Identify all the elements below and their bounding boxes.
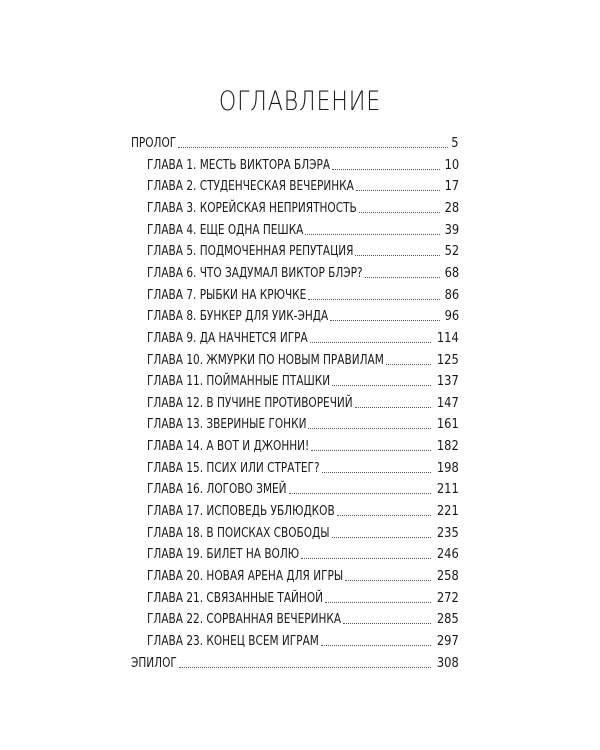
- page-title: ОГЛАВЛЕНИЕ: [218, 86, 382, 117]
- toc-page-number: 52: [444, 243, 459, 260]
- toc-page-number: 182: [437, 438, 459, 455]
- dot-leader: [332, 169, 440, 170]
- toc-page-number: 258: [437, 568, 459, 584]
- dot-leader: [332, 385, 431, 386]
- dot-leader: [305, 234, 439, 235]
- toc-entry-label: ГЛАВА 19. БИЛЕТ НА ВОЛЮ: [147, 546, 300, 563]
- toc-page-number: 285: [437, 611, 459, 628]
- toc-chapter-entry: [147, 218, 459, 238]
- toc-chapter-entry: [147, 412, 459, 432]
- dot-leader: [355, 255, 439, 256]
- toc-entry-label: ГЛАВА 8. БУНКЕР ДЛЯ УИК-ЭНДА: [147, 308, 329, 325]
- dot-leader: [386, 364, 431, 365]
- toc-entry-label: ГЛАВА 9. ДА НАЧНЕТСЯ ИГРА: [147, 329, 308, 346]
- toc-entry-label: ГЛАВА 1. МЕСТЬ ВИКТОРА БЛЭРА: [147, 156, 331, 173]
- toc-chapter-entry: [147, 564, 459, 584]
- dot-leader: [308, 299, 440, 300]
- toc-page-number: 96: [444, 308, 459, 325]
- toc-page-number: 198: [437, 459, 459, 476]
- toc-entry-label: ГЛАВА 18. В ПОИСКАХ СВОБОДЫ: [147, 524, 330, 541]
- toc-entry-label: ГЛАВА 21. СВЯЗАННЫЕ ТАЙНОЙ: [147, 589, 323, 606]
- toc-page-number: 161: [437, 416, 459, 433]
- toc-chapter-entry: [147, 304, 459, 324]
- toc-page-number: 28: [444, 199, 459, 216]
- toc-entry-label: ГЛАВА 20. НОВАЯ АРЕНА ДЛЯ ИГРЫ: [147, 568, 344, 584]
- toc-chapter-entry: [147, 196, 459, 216]
- dot-leader: [179, 667, 431, 668]
- dot-leader: [356, 190, 440, 191]
- dot-leader: [308, 428, 431, 429]
- toc-entry-label: ГЛАВА 13. ЗВЕРИНЫЕ ГОНКИ: [147, 416, 307, 433]
- toc-entry-label: ГЛАВА 6. ЧТО ЗАДУМАЛ ВИКТОР БЛЭР?: [147, 264, 363, 281]
- toc-entry-label: ГЛАВА 23. КОНЕЦ ВСЕМ ИГРАМ: [147, 632, 319, 649]
- dot-leader: [321, 645, 431, 646]
- toc-page-number: 125: [437, 351, 459, 368]
- toc-entry-label: ГЛАВА 11. ПОЙМАННЫЕ ПТАШКИ: [147, 373, 331, 390]
- toc-section-entry: [131, 131, 459, 151]
- dot-leader: [325, 602, 431, 603]
- toc-chapter-entry: [147, 434, 459, 454]
- dot-leader: [301, 558, 431, 559]
- toc-chapter-entry: [147, 283, 459, 303]
- toc-page-number: 147: [437, 394, 459, 411]
- toc-page-number: 137: [437, 373, 459, 390]
- toc-entry-label: ГЛАВА 3. КОРЕЙСКАЯ НЕПРИЯТНОСТЬ: [147, 199, 357, 216]
- dot-leader: [330, 320, 440, 321]
- toc-page-number: 68: [444, 264, 459, 281]
- toc-section-entry: [131, 651, 459, 671]
- dot-leader: [343, 623, 431, 624]
- toc-page-number: 235: [437, 524, 459, 541]
- toc-entry-label: ГЛАВА 10. ЖМУРКИ ПО НОВЫМ ПРАВИЛАМ: [147, 351, 384, 368]
- toc-entry-label: ГЛАВА 7. РЫБКИ НА КРЮЧКЕ: [147, 286, 307, 303]
- toc-entry-label: ГЛАВА 4. ЕЩЕ ОДНА ПЕШКА: [147, 221, 304, 238]
- dot-leader: [345, 580, 431, 581]
- dot-leader: [359, 212, 440, 213]
- toc-entry-label: ГЛАВА 16. ЛОГОВО ЗМЕЙ: [147, 481, 287, 498]
- toc-chapter-entry: [147, 326, 459, 346]
- toc-page-number: 272: [437, 589, 459, 606]
- toc-chapter-entry: [147, 456, 459, 476]
- toc-chapter-entry: [147, 174, 459, 194]
- toc-page-number: 5: [451, 135, 459, 151]
- toc-chapter-entry: [147, 629, 459, 649]
- toc-page-number: 221: [437, 503, 459, 520]
- toc-chapter-entry: [147, 499, 459, 519]
- toc-chapter-entry: [147, 391, 459, 411]
- dot-leader: [178, 147, 448, 148]
- toc-entry-label: ЭПИЛОГ: [131, 654, 177, 671]
- toc-chapter-entry: [147, 542, 459, 562]
- toc-page-number: 308: [437, 654, 459, 671]
- dot-leader: [355, 407, 432, 408]
- toc-entry-label: ПРОЛОГ: [131, 135, 177, 151]
- toc-chapter-entry: [147, 607, 459, 627]
- toc-page-number: 10: [444, 156, 459, 173]
- toc-entry-label: ГЛАВА 2. СТУДЕНЧЕСКАЯ ВЕЧЕРИНКА: [147, 178, 354, 195]
- toc-page-number: 246: [437, 546, 459, 563]
- dot-leader: [322, 472, 432, 473]
- toc-page-number: 86: [444, 286, 459, 303]
- toc-chapter-entry: [147, 521, 459, 541]
- toc-chapter-entry: [147, 477, 459, 497]
- toc-chapter-entry: [147, 239, 459, 259]
- toc-entry-label: ГЛАВА 22. СОРВАННАЯ ВЕЧЕРИНКА: [147, 611, 342, 628]
- toc-page-number: 211: [437, 481, 459, 498]
- toc-chapter-entry: [147, 348, 459, 368]
- toc-page-number: 297: [437, 632, 459, 649]
- toc-entry-label: ГЛАВА 12. В ПУЧИНЕ ПРОТИВОРЕЧИЙ: [147, 394, 353, 411]
- toc-chapter-entry: [147, 369, 459, 389]
- dot-leader: [310, 342, 432, 343]
- toc-chapter-entry: [147, 586, 459, 606]
- dot-leader: [332, 537, 432, 538]
- toc-page-number: 39: [444, 221, 459, 238]
- dot-leader: [289, 493, 432, 494]
- toc-entry-label: ГЛАВА 17. ИСПОВЕДЬ УБЛЮДКОВ: [147, 503, 335, 520]
- toc-entry-label: ГЛАВА 5. ПОДМОЧЕННАЯ РЕПУТАЦИЯ: [147, 243, 354, 260]
- toc-entry-label: ГЛАВА 14. А ВОТ И ДЖОННИ!: [147, 438, 310, 455]
- toc-page-number: 17: [444, 178, 459, 195]
- dot-leader: [311, 450, 431, 451]
- dot-leader: [337, 515, 432, 516]
- toc-page-number: 114: [437, 329, 459, 346]
- toc-entry-label: ГЛАВА 15. ПСИХ ИЛИ СТРАТЕГ?: [147, 459, 320, 476]
- toc-chapter-entry: [147, 153, 459, 173]
- toc-chapter-entry: [147, 261, 459, 281]
- dot-leader: [365, 277, 440, 278]
